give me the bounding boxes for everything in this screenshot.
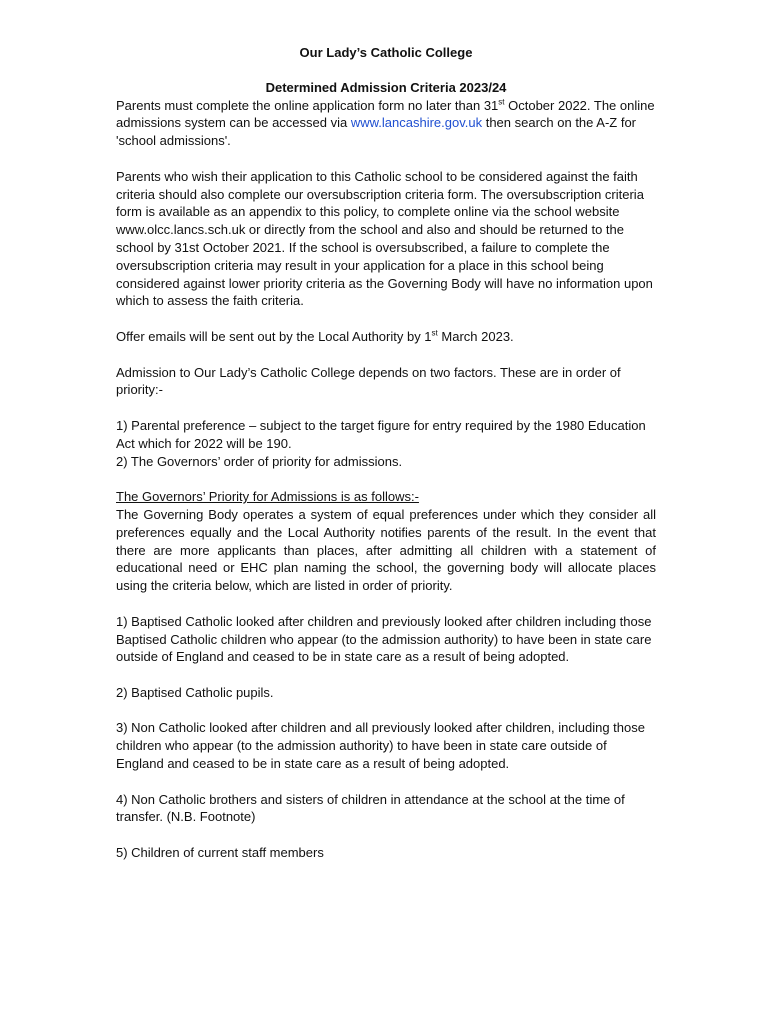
criteria-item: 5) Children of current staff members	[116, 845, 324, 861]
criteria-item: 3) Non Catholic looked after children and all previously looked after children, including those children who appear (to the admission authority) to have been in state care outside of England and ceased to be in state care as a result of being adopted.	[116, 720, 645, 772]
offer-emails-paragraph: Offer emails will be sent out by the Local Authority by 1st March 2023.	[116, 328, 514, 344]
admission-factors-paragraph: Admission to Our Lady’s Catholic College depends on two factors. These are in order of priority:-	[116, 364, 621, 398]
oversubscription-paragraph: Parents who wish their application to this Catholic school to be considered against the faith criteria should also complete our oversubscription criteria form. The oversubscription criteria form is available as an appendix to this policy, to complete online via the school website www.olcc.lancs.sch.uk or directly from the school and also and should be returned to the school by 31st October 2021. If the school is oversubscribed, a failure to complete the oversubscription criteria may result in your application for a place in this school being considered against lower priority criteria as the Governing Body will have no information upon which to assess the faith criteria.	[116, 168, 653, 309]
factor-item: 1) Parental preference – subject to the target figure for entry required by the 1980 Education Act which for 2022 will be 190.	[116, 417, 646, 451]
lancashire-link[interactable]: www.lancashire.gov.uk	[350, 115, 483, 131]
document-page	[116, 44, 656, 880]
governors-priority-body: The Governing Body operates a system of equal preferences under which they consider all preferences equally and the Local Authority notifies parents of the result. In the event that there are more applicants than places, after admitting all children with a statement of educational need or EHC plan naming the school, the governing body will allocate places using the criteria below, which are listed in order of priority.	[116, 506, 656, 594]
criteria-item: 2) Baptised Catholic pupils.	[116, 684, 274, 700]
application-deadline-paragraph: Parents must complete the online application form no later than 31st October 2022. The online admissions system can be accessed via www.lancashire.gov.uk then search on the A-Z for 'school admissions'.	[116, 97, 655, 149]
governors-priority-heading: The Governors’ Priority for Admissions is as follows:-	[116, 489, 419, 505]
college-title: Our Lady’s Catholic College	[299, 45, 473, 60]
criteria-item: 4) Non Catholic brothers and sisters of children in attendance at the school at the time of transfer. (N.B. Footnote)	[116, 791, 625, 825]
admission-criteria-heading: Determined Admission Criteria 2023/24	[265, 79, 507, 95]
factor-item: 2) The Governors’ order of priority for admissions.	[116, 453, 403, 469]
criteria-item: 1) Baptised Catholic looked after children and previously looked after children including those Baptised Catholic children who appear (to the admission authority) to have been in state care outside of England and ceased to be in state care as a result of being adopted.	[116, 613, 652, 665]
